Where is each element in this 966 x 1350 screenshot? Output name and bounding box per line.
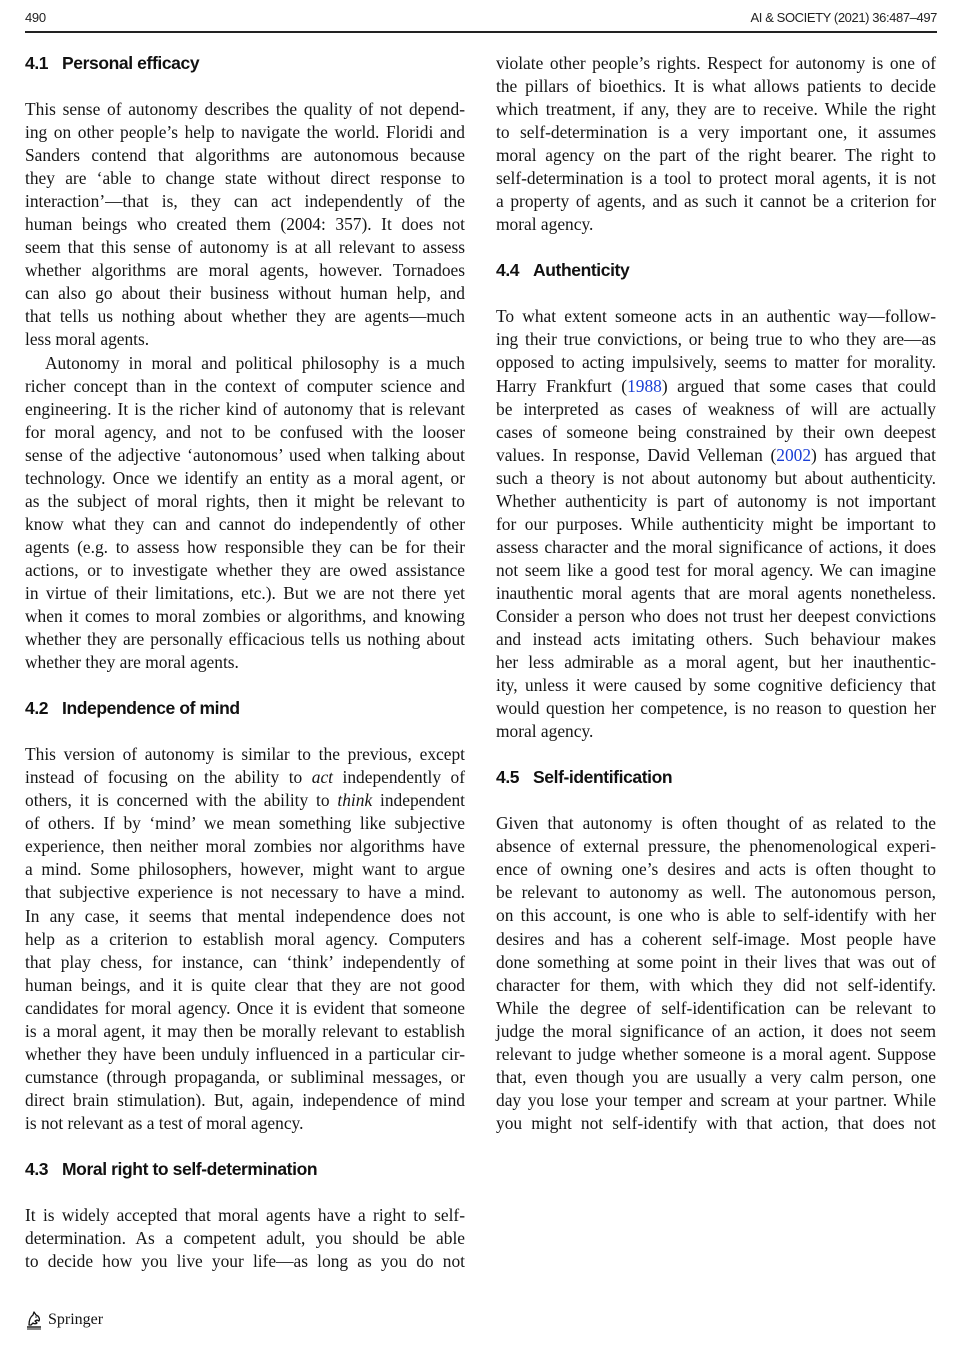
text-line: know what they can and cannot do independently of other [25,513,465,534]
text-line: human beings who created them (2004: 357). It does not [25,214,465,235]
text-line: can also go about their business without human help, and [25,283,465,304]
text-line: day you lose your temper and scream at your partner. While [496,1089,936,1110]
text-line: you might not self-identify with that action, that does not [496,1112,936,1133]
section-heading-4-3 [25,1158,465,1181]
text-line: assess character and the moral significance of actions, it does [496,536,936,557]
section-title: Authenticity [533,260,630,281]
text-line: engineering. It is the richer kind of autonomy that is relevant [25,398,465,419]
text-line: values. In response, David Velleman (2002) has argued that [496,444,936,465]
text-line: would question her competence, is no reason to question her [496,698,936,719]
paragraph-self-identification [496,812,936,1135]
text-line: done something at some point in their lives that was out of [496,951,936,972]
section-number: 4.1 [25,53,49,73]
paragraph-independence-of-mind [25,743,465,1135]
text-line: ity, unless it were caused by some cognitive deficiency that [496,675,936,696]
text-line: Whether authenticity is part of autonomy is not important [496,490,936,511]
section-number: 4.5 [496,767,520,788]
text-line: as the subject of moral rights, then it might be relevant to [25,490,465,511]
text-line: instead of focusing on the ability to act independently of [25,767,466,788]
section-title: Independence of mind [62,698,240,719]
text-line: whether they are moral agents. [25,652,239,673]
text-line: technology. Once we identify an entity as a moral agent, or [25,467,465,488]
text-line: It is widely accepted that moral agents have a right to self- [25,1204,465,1225]
section-title: Moral right to self-determination [62,1158,318,1179]
text-line: that tells us nothing about whether they are agents—much [25,306,465,327]
text-line: Consider a person who does not trust her deepest convictions [496,605,936,626]
section-heading-4-1 [25,52,465,75]
text-line: which treatment, if any, they are to receive. While the right [496,99,936,120]
text-line: cumstance (through propaganda, or subliminal messages, or [25,1066,465,1087]
page-number: 490 [25,10,46,25]
section-number: 4.3 [25,1158,49,1179]
citation-link-velleman-2002[interactable]: 2002 [776,444,812,465]
text-line: others, it is concerned with the ability to think independent [25,790,466,811]
text-line: candidates for moral agency. Once it is evident that someone [25,997,465,1018]
paragraph-personal-efficacy-2 [25,352,465,675]
text-line: This version of autonomy is similar to the previous, except [25,744,465,765]
text-line: violate other people’s rights. Respect for autonomy is one of [496,53,936,73]
paragraph-authenticity [496,305,936,743]
publisher-footer [25,1310,103,1330]
text-line: experience, then neither moral zombies nor algorithms have [25,836,465,857]
text-line: is not relevant as a test of moral agency. [25,1112,304,1133]
publisher-name: Springer [48,1311,104,1328]
text-line: in virtue of their limitations, etc.). But we are not there yet [25,582,465,603]
text-line: be interpreted as cases of weakness of will are actually [496,398,936,419]
text-line: and instead acts imitating others. Such behaviour makes [496,629,936,650]
text-line: human beings, and it is quite clear that they are not good [25,974,465,995]
text-line: Autonomy in moral and political philosophy is a much [45,352,465,373]
text-line: to self-determination is a very important one, it assumes [496,122,936,143]
text-line: judge the moral significance of an action, it does not seem [496,1020,936,1041]
text-line: moral agency. [496,214,594,235]
text-line: whether algorithms are moral agents, however. Tornadoes [25,260,465,281]
left-column [25,52,465,1273]
section-number: 4.4 [496,260,520,281]
text-line: the pillars of bioethics. It is what allows patients to decide [496,76,936,97]
text-line: moral agency on the part of the right bearer. The right to [496,145,936,166]
text-line: While the degree of self-identification can be relevant to [496,997,936,1018]
section-number: 4.2 [25,698,49,719]
text-line: sense of the adjective ‘autonomous’ used when talking about [25,444,465,465]
running-header [25,8,937,32]
text-line: when it comes to moral zombies or algorithms, and knowing [25,606,465,627]
emphasis-act: act [311,767,333,788]
text-line: for moral agency, and not to be confused with the looser [25,421,465,442]
text-line: not seem like a good test for moral agency. We can imagine [496,559,936,580]
text-line: a property of agents, and as such it cannot be a criterion for [496,191,936,212]
text-line: cases of someone being constrained by their own deepest [496,421,936,442]
text-line: direct brain stimulation). But, again, independence of mind [25,1089,465,1110]
section-title: Personal efficacy [62,53,200,73]
text-line: richer concept than in the context of computer science and [25,375,465,396]
text-line: a mind. Some philosophers, however, might want to argue [25,859,465,880]
text-line: to decide how you live your life—as long as you do not [25,1251,465,1272]
emphasis-think: think [337,790,373,811]
text-line: seem that this sense of autonomy is at all relevant to assess [25,237,465,258]
text-line: they are ‘able to change state without direct response to [25,168,465,189]
text-line: of others. If by ‘mind’ we mean something like subjective [25,813,465,834]
text-line: self-determination is a tool to protect moral agents, it is not [496,168,936,189]
text-line: desires and has a coherent self-image. Most people have [496,928,936,949]
paragraph-personal-efficacy-1 [25,98,465,352]
springer-knight-icon [25,1310,43,1330]
text-line: opposed to acting impulsively, seems to matter for morality. [496,352,936,373]
text-line: whether they have been unduly influenced in a particular cir- [25,1043,465,1064]
journal-citation: AI & SOCIETY (2021) 36:487–497 [750,10,937,25]
text-line: whether they are personally efficacious tells us nothing about [25,629,465,650]
text-line: character for them, with which they did not self-identify. [496,974,936,995]
text-line: that play chess, for instance, can ‘think’ independently of [25,951,465,972]
text-line: ing on other people’s help to navigate the world. Floridi and [25,122,465,143]
text-line: that, even though you are usually a very calm person, one [496,1066,936,1087]
right-column [496,52,936,1135]
text-line: Given that autonomy is often thought of as related to the [496,813,936,834]
text-line: is a moral agent, it may then be morally relevant to establish [25,1020,465,1041]
text-line: help as a criterion to establish moral agency. Computers [25,928,465,949]
text-line: agents (e.g. to assess how responsible they can be for their [25,536,465,557]
text-line: absence of external pressure, the phenomenological experi- [496,836,936,857]
header-rule [25,31,937,33]
text-line: be relevant to autonomy as well. The autonomous person, [496,882,936,903]
text-line: inauthentic moral agents that are moral agents nonetheless. [496,582,936,603]
text-line: determination. As a competent adult, you should be able [25,1228,465,1249]
text-line: Harry Frankfurt (1988) argued that some cases that could [496,375,936,396]
text-line: Sanders contend that algorithms are autonomous because [25,145,465,166]
text-line: less moral agents. [25,329,150,350]
paragraph-self-determination [25,1204,465,1273]
section-heading-4-5 [496,766,936,789]
text-line: relevant to judge whether someone is a moral agent. Suppose [496,1043,936,1064]
text-line: interaction’—that is, they can act independently of the [25,191,465,212]
text-line: actions, or to investigate whether they are owed assistance [25,559,465,580]
text-line: In any case, it seems that mental independence does not [25,905,465,926]
section-heading-4-2 [25,697,465,720]
citation-link-frankfurt-1988[interactable]: 1988 [627,375,662,396]
text-line: on this account, is one who is able to self-identify with her [496,905,936,926]
text-line: her less admirable as a moral agent, but her inauthentic- [496,652,936,673]
text-line: ence of owning one’s desires and acts is often thought to [496,859,936,880]
section-title: Self-identification [533,767,673,788]
text-line: such a theory is not about autonomy but about authenticity. [496,467,936,488]
text-line: for our purposes. While authenticity might be important to [496,513,936,534]
paragraph-self-determination-continued [496,52,936,236]
text-line: This sense of autonomy describes the quality of not depend- [25,99,465,119]
text-line: moral agency. [496,721,594,742]
text-line: ing their true convictions, or being true to who they are—as [496,329,936,350]
text-line: To what extent someone acts in an authentic way—follow- [496,306,936,327]
section-heading-4-4 [496,259,936,282]
text-line: that subjective experience is not necessary to have a mind. [25,882,465,903]
